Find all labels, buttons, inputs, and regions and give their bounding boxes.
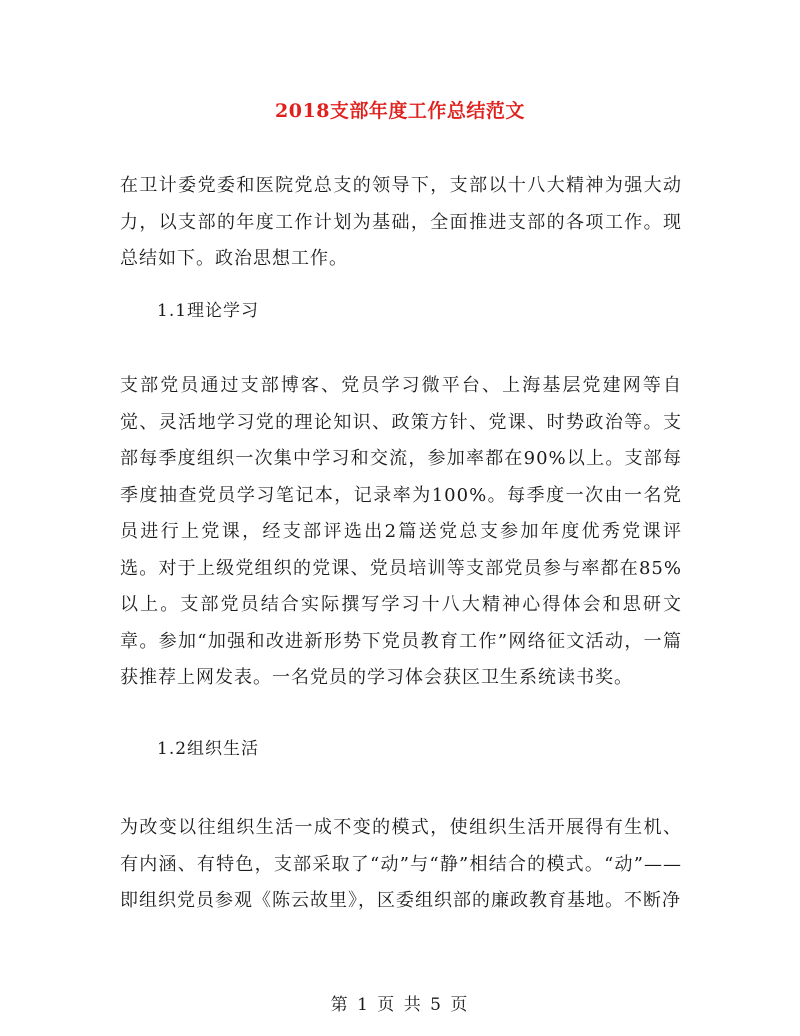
section-heading-organization-life: 1.2组织生活 (157, 739, 260, 759)
organization-life-paragraph: 为改变以往组织生活一成不变的模式，使组织生活开展得有生机、有内涵、有特色，支部采取了“动”与“静”相结合的模式。“动”——即组织党员参观《陈云故里》，区委组织部的廉政教育基地。不断净 (120, 817, 682, 911)
document-title: 2018支部年度工作总结范文 (275, 100, 525, 122)
page-footer: 第 1 页 共 5 页 (330, 995, 470, 1015)
intro-paragraph: 在卫计委党委和医院党总支的领导下，支部以十八大精神为强大动力，以支部的年度工作计划为基础，全面推进支部的各项工作。现总结如下。政治思想工作。 (120, 175, 682, 269)
theory-study-paragraph: 支部党员通过支部博客、党员学习微平台、上海基层党建网等自觉、灵活地学习党的理论知识、政策方针、党课、时势政治等。支部每季度组织一次集中学习和交流，参加率都在90%以上。支部每季度抽查党员学习笔记本，记录率为100%。每季度一次由一名党员进行上党课，经支部评选出2篇送党总支参加年度优秀党课评选。对于上级党组织的党课、党员培训等支部党员参与率都在85%以上。支部党员结合实际撰写学习十八大精神心得体会和思研文章。参加“加强和改进新形势下党员教育工作”网络征文活动，一篇获推荐上网发表。一名党员的学习体会获区卫生系统读书奖。 (120, 375, 682, 688)
section-heading-theory-study: 1.1理论学习 (157, 301, 260, 321)
